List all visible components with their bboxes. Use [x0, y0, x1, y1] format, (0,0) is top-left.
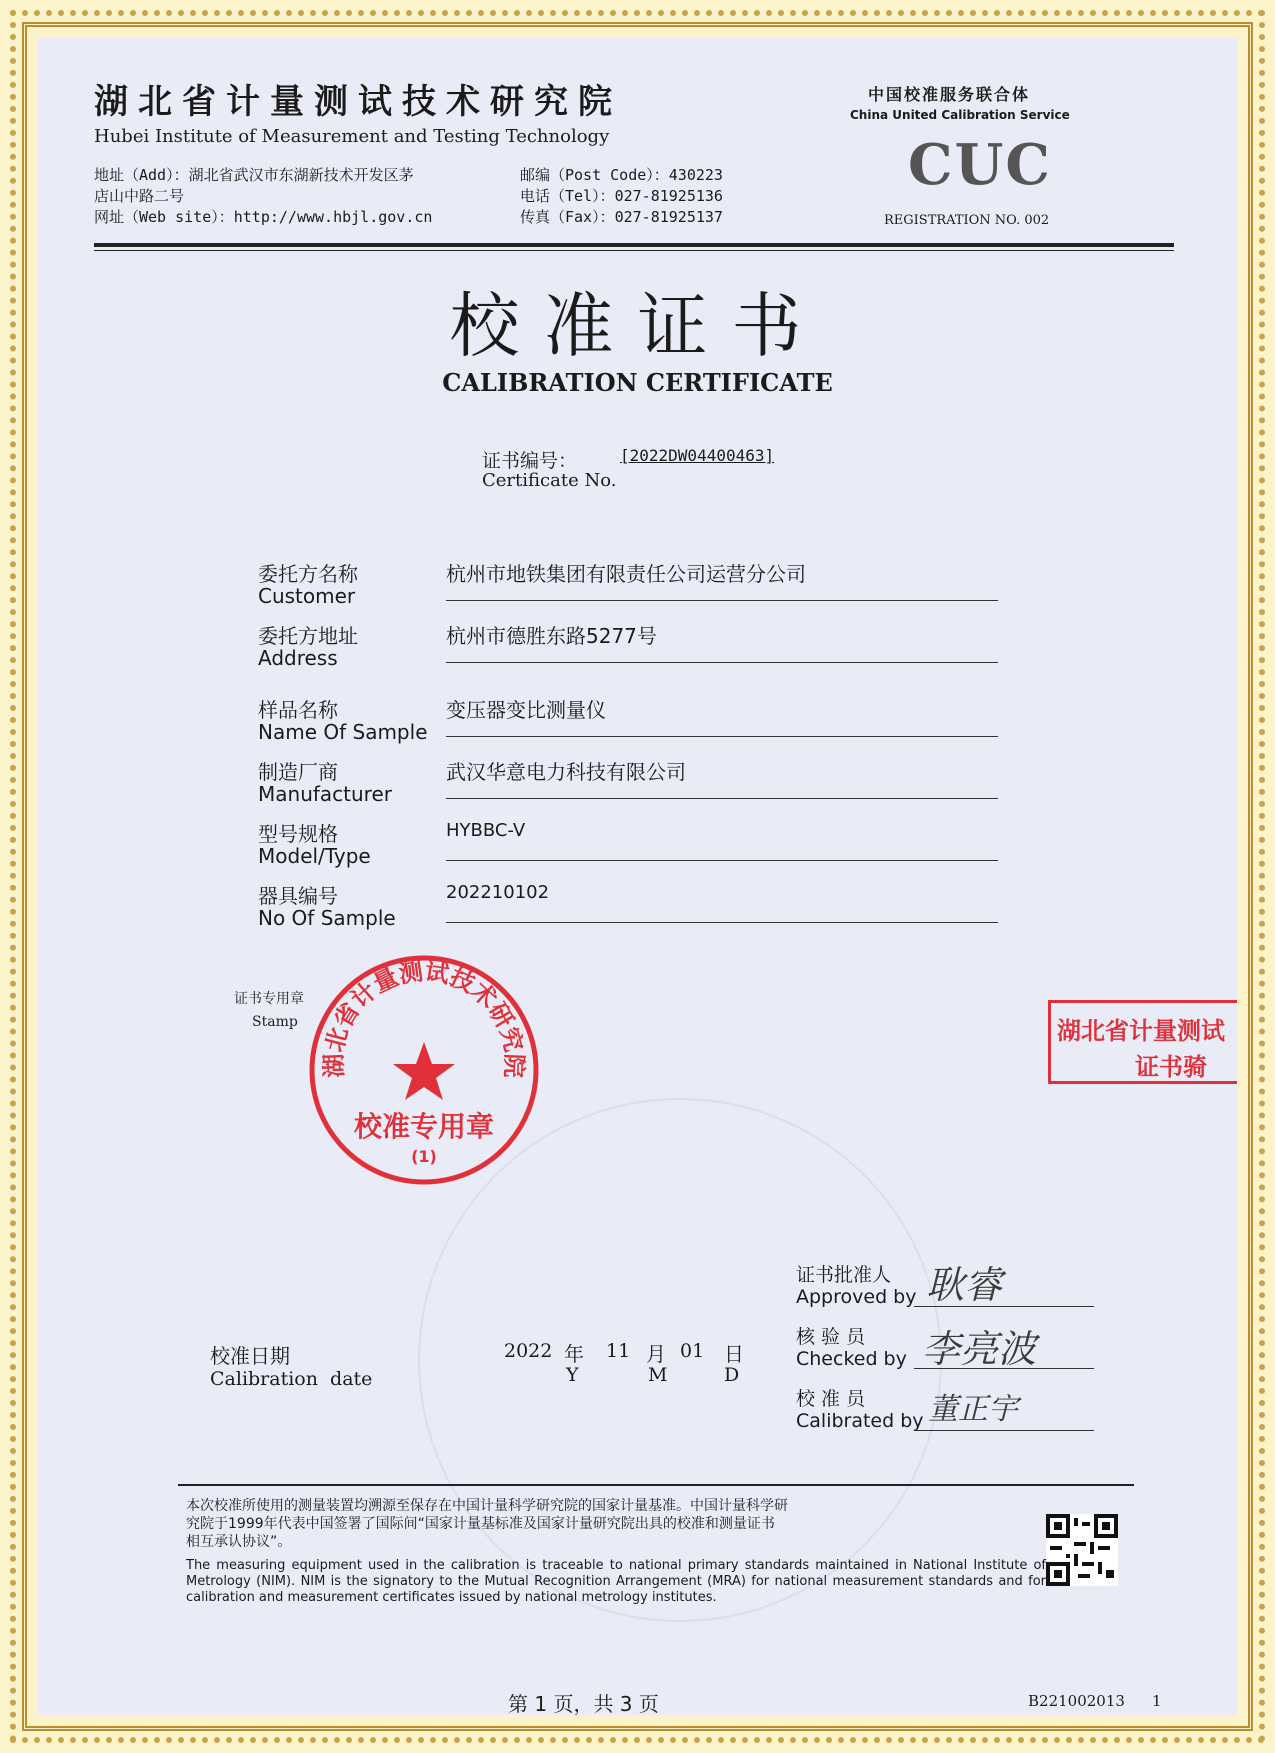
customer-label-cn: 委托方名称 [258, 562, 358, 586]
customer-label-en: Customer [258, 584, 356, 608]
sample-name-label-en: Name Of Sample [258, 720, 428, 744]
calibration-seal [304, 950, 544, 1190]
calibrated-by-line [914, 1430, 1094, 1431]
qr-code-icon [1046, 1514, 1118, 1586]
address-line-2: 店山中路二号 [94, 187, 185, 205]
date-month-en: M [648, 1364, 668, 1386]
approved-by-signature: 耿睿 [926, 1263, 1003, 1307]
sample-no-underline [446, 922, 998, 923]
date-year: 2022 [504, 1340, 553, 1362]
calibrated-by-label-en: Calibrated by [796, 1410, 924, 1432]
checked-by-signature: 李亮波 [922, 1327, 1037, 1371]
date-month: 11 [606, 1340, 631, 1362]
date-month-cn: 月 [646, 1342, 666, 1366]
checked-by-label-en: Checked by [796, 1348, 907, 1370]
certificate-no-label-en: Certificate No. [482, 470, 617, 491]
institute-name-en: Hubei Institute of Measurement and Testing Technology [94, 126, 610, 147]
document-suffix: 1 [1152, 1692, 1162, 1710]
sample-no-label-cn: 器具编号 [258, 884, 338, 908]
traceability-note-en: The measuring equipment used in the calibration is traceable to national primary standards maintained in National Institute of Metrology (NIM). NIM is the signatory to the Mutual Recognition Arrangement (MRA) for national measurement standards and for calibration and measurement certificates issued by national metrology institutes. [186, 1558, 1046, 1605]
traceability-note-cn-2: 究院于1999年代表中国签署了国际间“国家计量基标准及国家计量研究院出具的校准和测量证书 [186, 1516, 775, 1532]
date-day-en: D [724, 1364, 740, 1386]
side-seal-line-1: 湖北省计量测试 [1057, 1017, 1225, 1045]
sample-no-value: 202210102 [446, 882, 550, 903]
calibrated-by-signature: 董正宇 [928, 1392, 1018, 1427]
address-line-1: 地址（Add）：湖北省武汉市东湖新技术开发区茅 [94, 166, 414, 184]
certificate-sheet [38, 38, 1237, 1715]
header-divider [94, 243, 1174, 247]
approved-by-label-cn: 证书批准人 [796, 1264, 892, 1286]
postcode: 邮编（Post Code）：430223 [520, 166, 723, 184]
side-seal [1048, 1000, 1237, 1084]
seal-star-icon [393, 1042, 455, 1100]
model-underline [446, 860, 998, 861]
side-seal-line-2: 证书骑 [1135, 1053, 1207, 1081]
calibrated-by-label-cn: 校 准 员 [796, 1388, 866, 1410]
customer-value: 杭州市地铁集团有限责任公司运营分公司 [446, 562, 806, 586]
checked-by-label-cn: 核 验 员 [796, 1326, 866, 1348]
manufacturer-underline [446, 798, 998, 799]
traceability-note-cn-3: 相互承认协议”。 [186, 1534, 292, 1550]
approved-by-label-en: Approved by [796, 1286, 917, 1308]
fax: 传真（Fax）：027-81925137 [520, 208, 723, 226]
sample-name-underline [446, 736, 998, 737]
institute-name-cn: 湖北省计量测试技术研究院 [94, 82, 622, 122]
address-underline [446, 662, 998, 663]
address-value: 杭州市德胜东路5277号 [446, 624, 657, 648]
address-label-en: Address [258, 646, 338, 670]
sample-name-value: 变压器变比测量仪 [446, 698, 606, 722]
title-en: CALIBRATION CERTIFICATE [442, 368, 833, 397]
certificate-number: [2022DW04400463] [620, 446, 775, 465]
registration-number: REGISTRATION NO. 002 [884, 213, 1050, 228]
calibration-date-label-en: Calibration date [210, 1368, 373, 1390]
model-label-cn: 型号规格 [258, 822, 338, 846]
calibration-date-label-cn: 校准日期 [210, 1344, 290, 1368]
stamp-label-cn: 证书专用章 [234, 991, 304, 1007]
sample-no-label-en: No Of Sample [258, 906, 396, 930]
model-label-en: Model/Type [258, 844, 371, 868]
telephone: 电话（Tel）：027-81925136 [520, 187, 723, 205]
date-year-cn: 年 [564, 1342, 584, 1366]
document-code: B221002013 [1028, 1692, 1125, 1710]
manufacturer-label-cn: 制造厂商 [258, 760, 338, 784]
title-cn: 校准证书 [449, 285, 826, 367]
header-divider-thin [94, 250, 1174, 251]
date-year-en: Y [566, 1364, 579, 1386]
seal-number: (1) [411, 1147, 437, 1166]
cuc-name-en: China United Calibration Service [850, 108, 1070, 122]
sample-name-label-cn: 样品名称 [258, 698, 338, 722]
approved-by-line [914, 1306, 1094, 1307]
date-day-cn: 日 [724, 1342, 744, 1366]
model-value: HYBBC-V [446, 820, 526, 841]
date-day: 01 [680, 1340, 705, 1362]
traceability-note-cn-1: 本次校准所使用的测量装置均溯源至保存在中国计量科学研究院的国家计量基准。中国计量科学研 [186, 1498, 788, 1514]
seal-ring-text: 湖北省计量测试技术研究院 [319, 957, 529, 1079]
customer-underline [446, 600, 998, 601]
footer-divider [178, 1484, 1134, 1486]
checked-by-line [914, 1368, 1094, 1369]
page-info: 第 1 页，共 3 页 [508, 1692, 659, 1715]
address-label-cn: 委托方地址 [258, 624, 358, 648]
stamp-label-en: Stamp [252, 1014, 298, 1030]
cuc-name-cn: 中国校准服务联合体 [868, 85, 1031, 104]
website: 网址（Web site）：http://www.hbjl.gov.cn [94, 208, 433, 226]
cuc-logo: CUC [908, 132, 1052, 198]
manufacturer-label-en: Manufacturer [258, 782, 392, 806]
manufacturer-value: 武汉华意电力科技有限公司 [446, 760, 686, 784]
certificate-no-label-cn: 证书编号： [482, 450, 578, 472]
seal-center-text: 校准专用章 [353, 1110, 495, 1143]
